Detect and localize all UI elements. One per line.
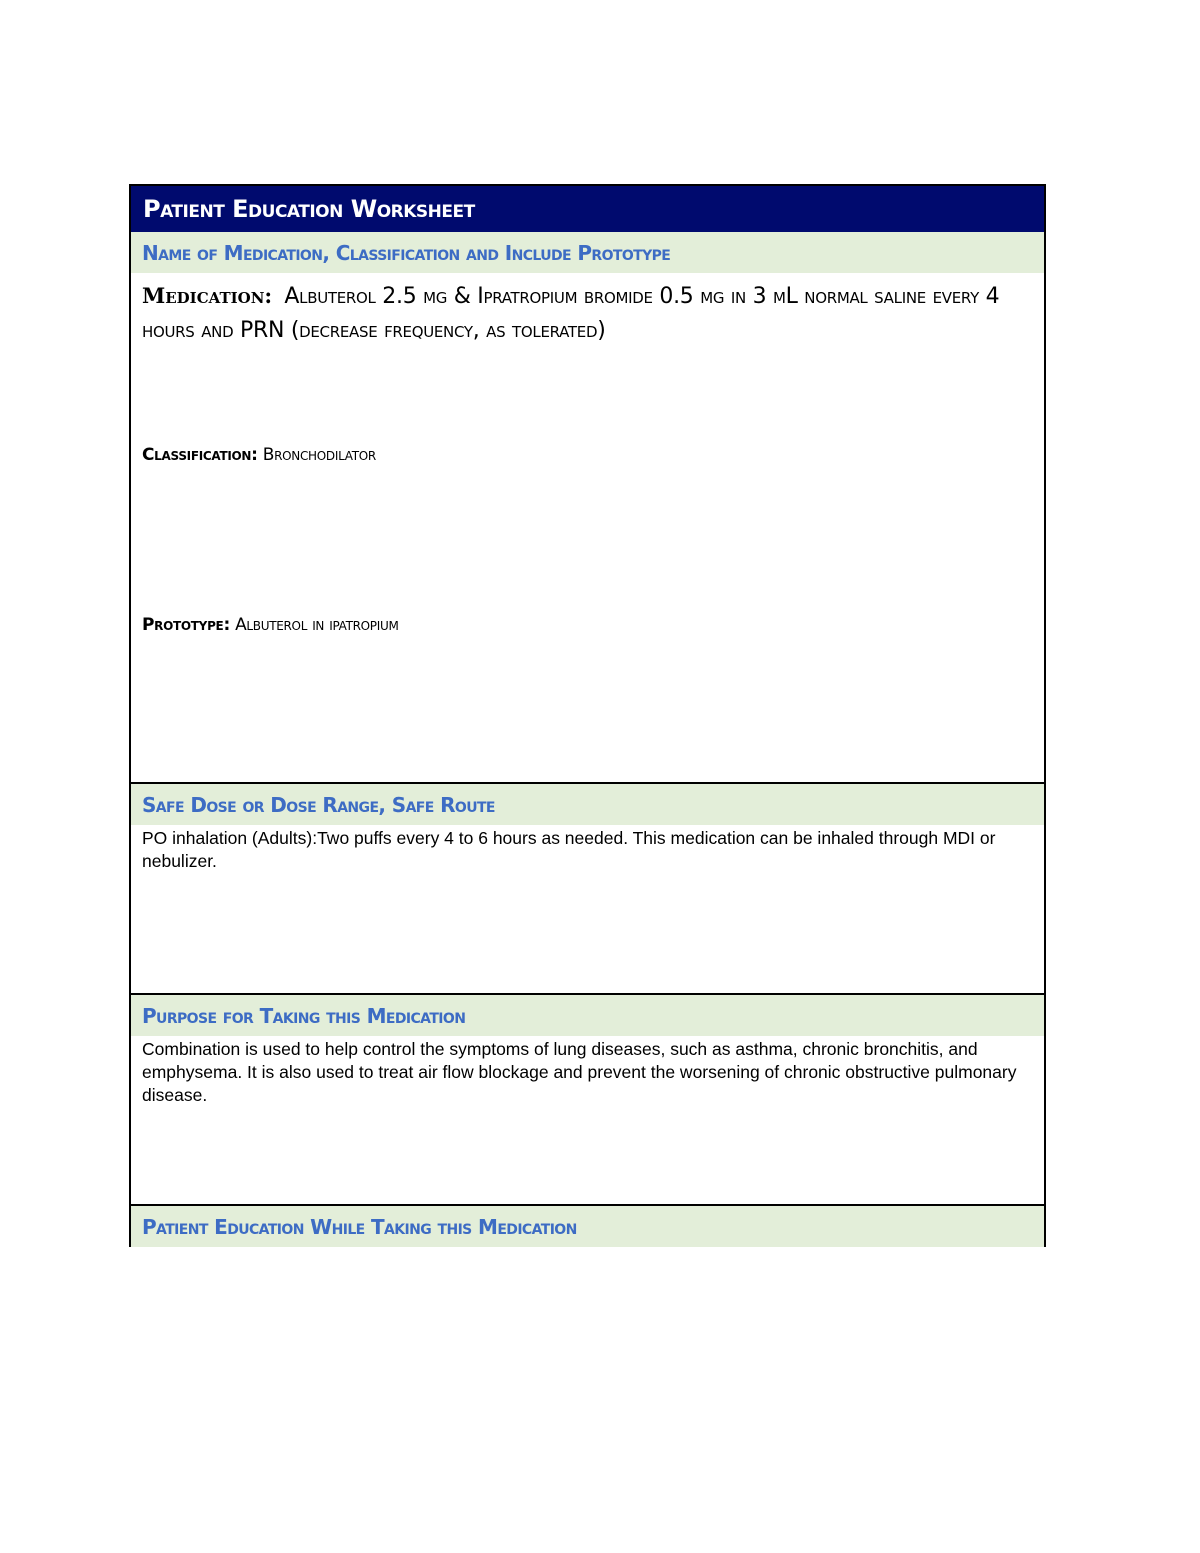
purpose-text: Combination is used to help control the symptoms of lung diseases, such as asthma, chronic bronchitis, and emphysema. It is also used to treat air flow blockage and prevent the worsening of chronic obstructive pulmonary disease. <box>142 1039 1017 1105</box>
safe-dose-section-body <box>131 825 1044 993</box>
medication-name-section-body <box>131 273 1044 782</box>
worksheet-title: Patient Education Worksheet <box>131 186 1044 232</box>
medication-value: Albuterol 2.5 mg & Ipratropium bromide 0.5 mg in 3 mL normal saline every 4 hours and PRN (decrease frequency, as tolerated) <box>142 284 1000 343</box>
prototype-value: Albuterol in ipatropium <box>235 615 399 635</box>
patient-education-section-header: Patient Education While Taking this Medication <box>131 1206 1044 1247</box>
medication-name-section <box>131 232 1044 782</box>
classification-label: Classification: <box>142 445 258 465</box>
safe-dose-section <box>131 782 1044 993</box>
classification-value: Bronchodilator <box>262 445 376 465</box>
purpose-section-header: Purpose for Taking this Medication <box>131 995 1044 1036</box>
patient-education-worksheet <box>129 184 1046 1247</box>
medication-label: Medication: <box>142 283 273 308</box>
purpose-section <box>131 993 1044 1204</box>
safe-dose-section-header: Safe Dose or Dose Range, Safe Route <box>131 784 1044 825</box>
prototype-label: Prototype: <box>142 615 230 635</box>
classification-entry <box>142 445 376 465</box>
safe-dose-text: PO inhalation (Adults):Two puffs every 4 to 6 hours as needed. This medication can be inhaled through MDI or nebulizer. <box>142 828 996 871</box>
patient-education-section <box>131 1204 1044 1247</box>
medication-entry <box>142 279 1022 347</box>
medication-name-section-header: Name of Medication, Classification and Include Prototype <box>131 232 1044 273</box>
prototype-entry <box>142 615 399 635</box>
purpose-section-body <box>131 1036 1044 1204</box>
